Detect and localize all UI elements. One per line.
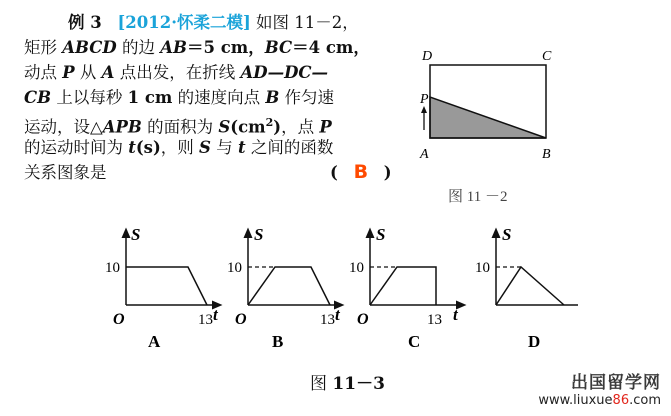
line1-text: 如图 11－2， (256, 13, 359, 32)
graph-a (105, 225, 219, 328)
watermark-url: www.liuxue86.com (538, 393, 661, 408)
graph-d-curve (496, 267, 564, 305)
graph-b-x-label: t (335, 305, 340, 324)
problem-line-5: 运动，设△APB 的面积为 $S(cm^2)$，点 P (24, 116, 332, 137)
problem-line-1 (24, 10, 394, 35)
graph-b (227, 225, 341, 328)
option-a: A (148, 332, 161, 350)
arrowhead-icon (421, 106, 427, 113)
graph-d (475, 225, 578, 305)
graph-a-y-tick: 10 (105, 260, 120, 276)
source-tag: [2012·怀柔二模] (117, 13, 251, 32)
option-c: C (408, 332, 421, 350)
problem-line-7: 关系图象是 ( B ) (24, 161, 392, 183)
graph-c-origin: O (357, 311, 369, 328)
graph-a-x-label: t (213, 305, 218, 324)
figure-11-3-graphs (0, 220, 671, 350)
graph-a-x-tick: 13 (198, 312, 213, 328)
triangle-apb (430, 97, 546, 138)
graph-a-origin: O (113, 311, 125, 328)
graph-b-x-tick: 13 (320, 312, 335, 328)
option-d: D (528, 332, 541, 350)
graph-a-curve (126, 267, 207, 305)
answer-letter: B (353, 161, 369, 183)
option-b: B (272, 332, 284, 350)
graph-c-y-tick: 10 (349, 260, 364, 276)
problem-text (24, 10, 394, 185)
figure-11-3-caption: 图 11－3 (310, 374, 385, 394)
answer-paren-close: ) (383, 163, 392, 182)
label-d: D (422, 49, 433, 64)
graph-d-y-label: S (502, 225, 512, 244)
watermark-title: 出国留学网 (571, 373, 661, 393)
problem-line-6: 的运动时间为 t(s)，则 S 与 t 之间的函数 (24, 138, 334, 157)
graph-b-origin: O (235, 311, 247, 328)
label-p: P (420, 92, 429, 107)
problem-line-4: CB 上以每秒 1 cm 的速度向点 B 作匀速 (24, 88, 335, 107)
problem-line-3: 动点 P 从 A 点出发，在折线 AD—DC— (24, 63, 329, 82)
figure-11-2 (408, 40, 568, 215)
graph-b-y-tick: 10 (227, 260, 242, 276)
problem-line-2: 矩形 ABCD 的边 AB＝5 cm，BC＝4 cm， (24, 38, 370, 57)
graph-c-x-tick: 13 (427, 312, 442, 328)
graph-b-y-label: S (254, 225, 264, 244)
graph-b-curve (248, 267, 330, 305)
graph-c-y-label: S (376, 225, 386, 244)
answer-paren-open: ( (330, 163, 338, 182)
example-label: 例 3 (68, 13, 102, 32)
graph-c-curve (370, 267, 436, 305)
graph-a-y-label: S (131, 225, 141, 244)
label-a: A (420, 147, 429, 162)
label-b: B (542, 147, 551, 162)
watermark (538, 368, 661, 408)
graph-c-x-label: t (453, 305, 458, 324)
graph-d-y-tick: 10 (475, 260, 490, 276)
graph-c (349, 225, 462, 328)
label-c: C (542, 49, 552, 64)
figure-11-2-caption: 图 11 －2 (448, 189, 508, 205)
